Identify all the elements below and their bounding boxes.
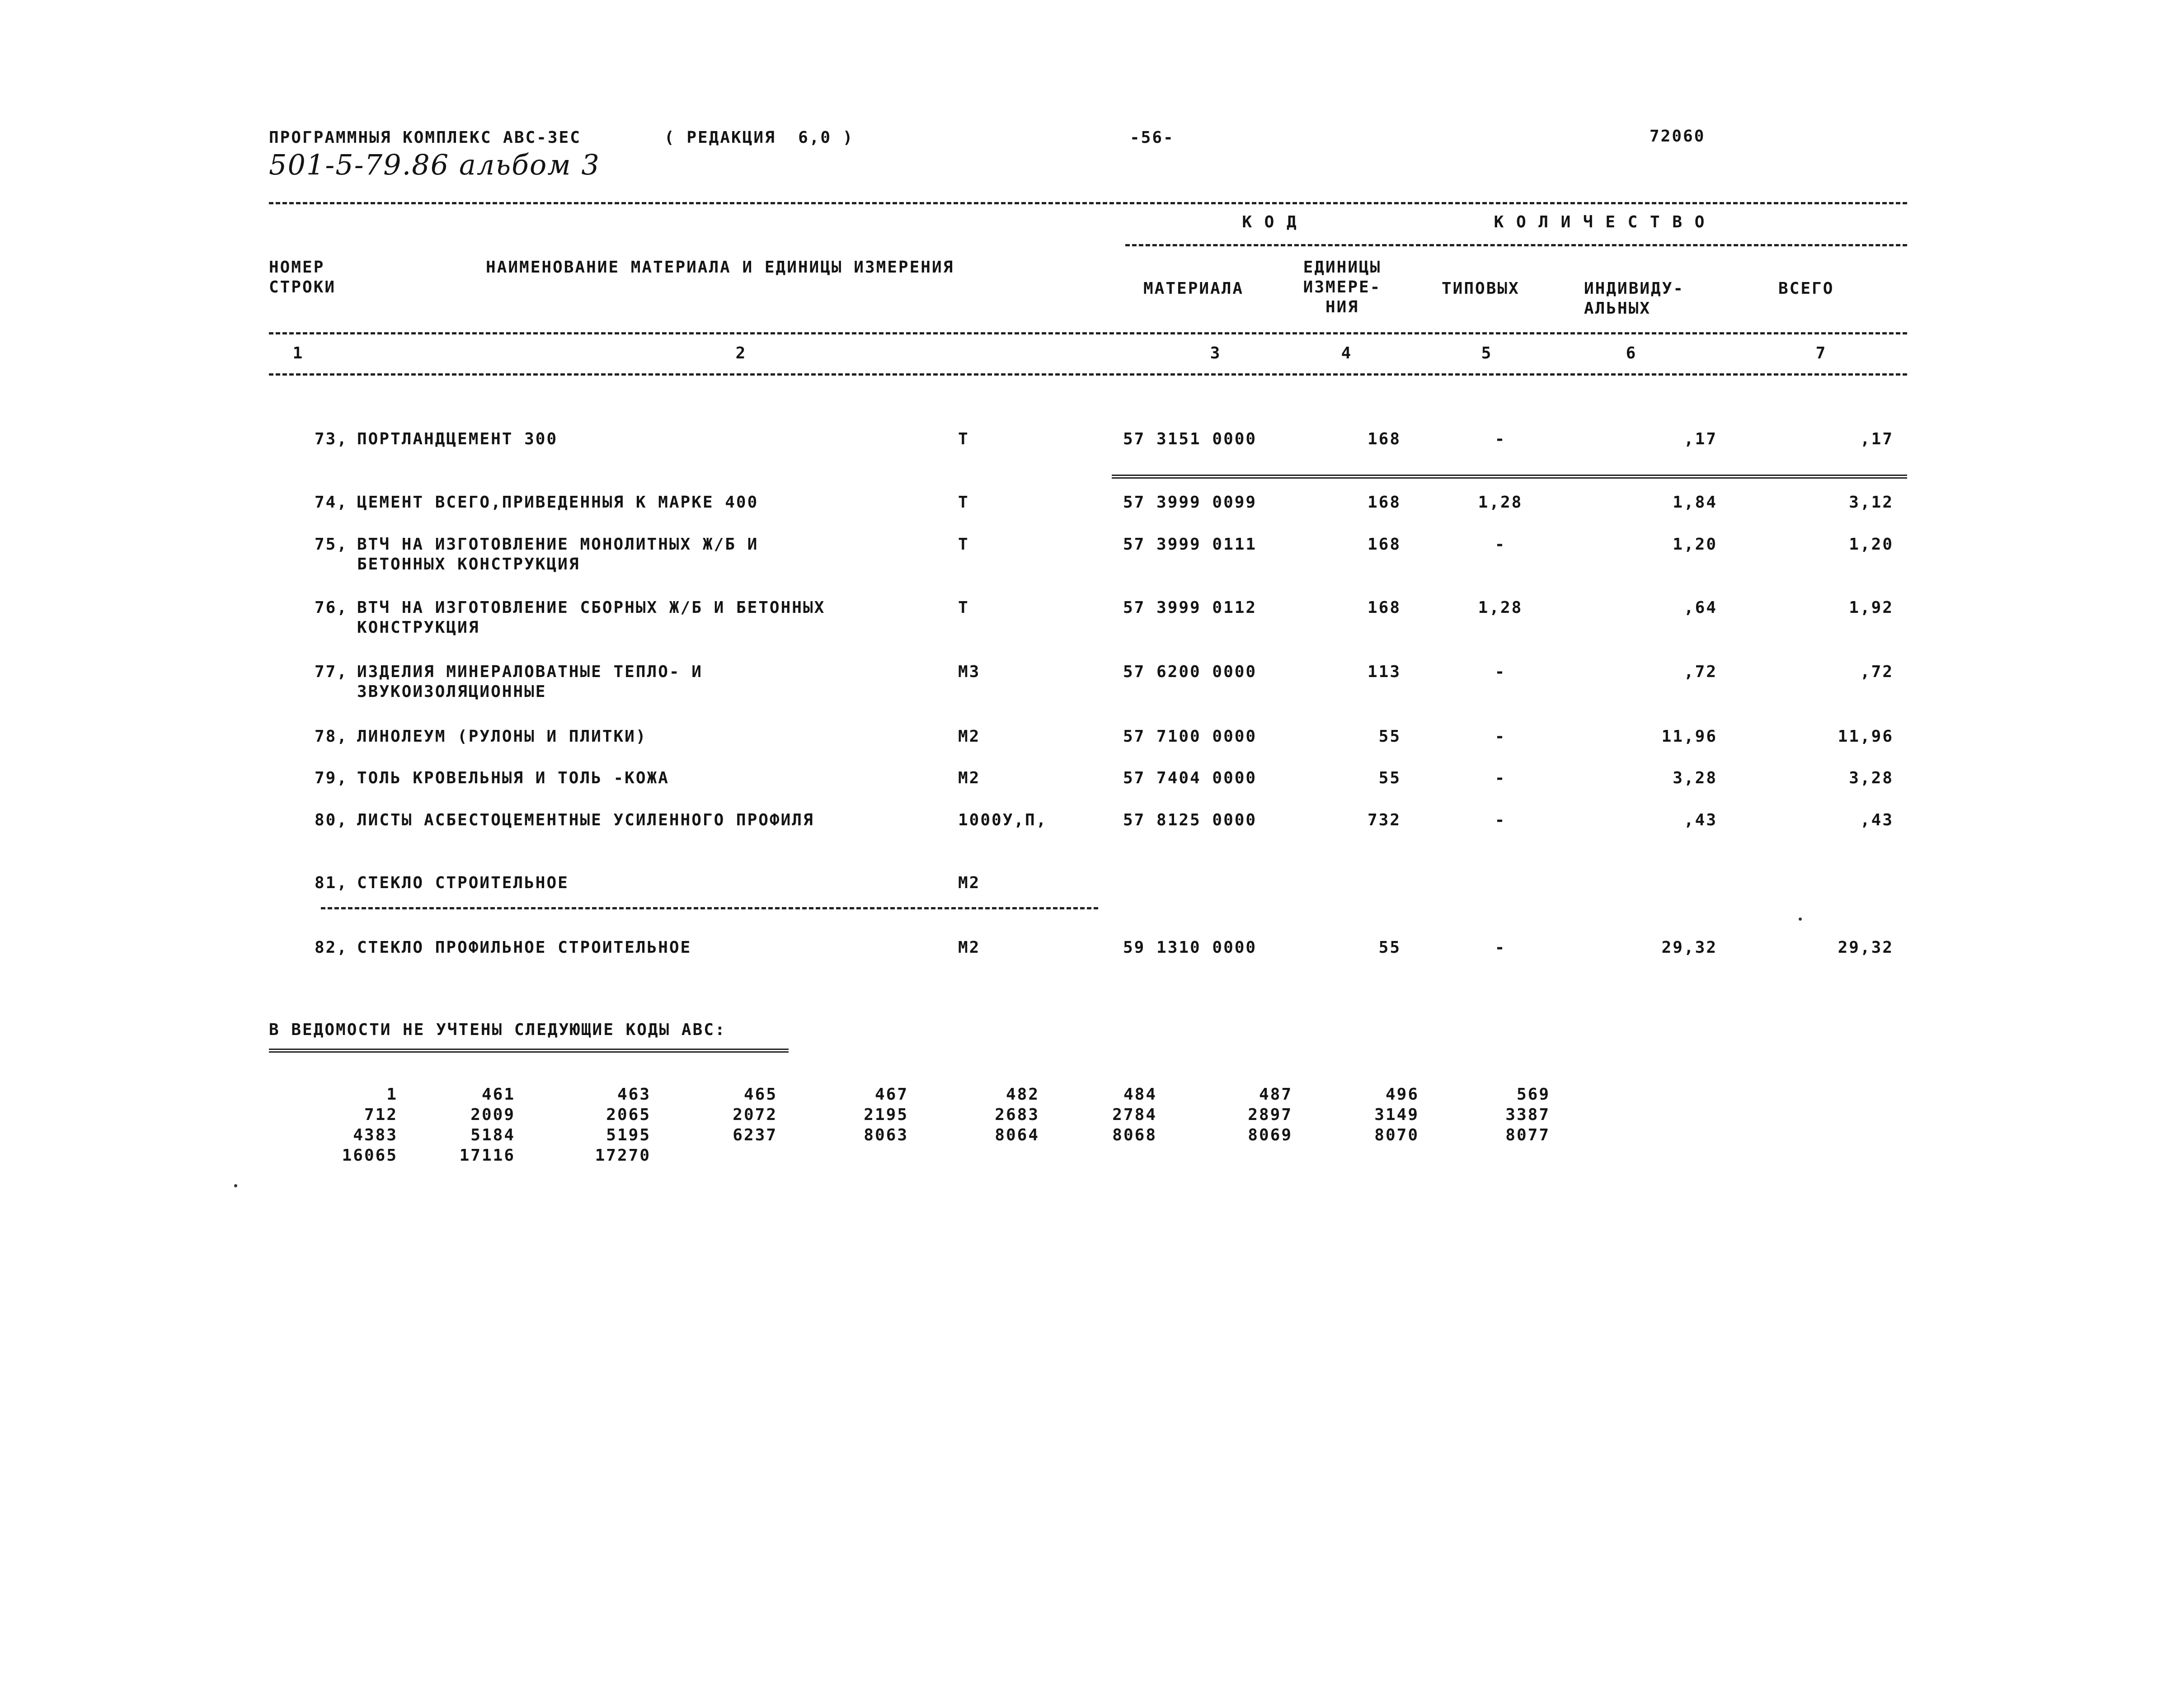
row-material-code: 57 3151 0000 [1123,430,1257,448]
excluded-code: 482 [1006,1085,1039,1104]
excluded-code: 8068 [1112,1126,1157,1144]
excluded-code: 8070 [1374,1126,1419,1144]
page-number: -56- [1130,128,1175,147]
row-81-underline [321,907,1098,909]
col-number-2: 2 [735,344,747,362]
row-material-code: 57 3999 0111 [1123,535,1257,554]
row-total: 11,96 [1838,727,1894,746]
row-number: 73, [314,430,348,448]
row-total: 3,12 [1849,493,1894,512]
row-typical: - [1495,535,1506,554]
row-typical: - [1495,811,1506,829]
double-rule [1112,475,1907,479]
row-unit: М2 [958,769,981,787]
row-unit: Т [958,493,969,512]
excluded-code: 2065 [606,1106,651,1124]
row-unit-code: 55 [1378,769,1401,787]
row-individual: 29,32 [1661,938,1717,957]
row-number: 78, [314,727,348,746]
row-unit: М2 [958,938,981,957]
excluded-code: 16065 [342,1146,398,1165]
excluded-code: 3149 [1374,1106,1419,1124]
excluded-code: 569 [1516,1085,1550,1104]
row-unit-code: 732 [1367,811,1401,829]
row-unit-code: 168 [1367,598,1401,617]
excluded-code: 3387 [1505,1106,1550,1124]
row-name: СТЕКЛО ПРОФИЛЬНОЕ СТРОИТЕЛЬНОЕ [357,938,692,957]
header-subrule [1125,244,1907,246]
row-unit: Т [958,430,969,448]
row-individual: 11,96 [1661,727,1717,746]
row-unit-code: 113 [1367,663,1401,681]
excluded-codes-note: В ВЕДОМОСТИ НЕ УЧТЕНЫ СЛЕДУЮЩИЕ КОДЫ АВС: [269,1021,726,1039]
excluded-code: 467 [874,1085,908,1104]
col-number-1: 1 [292,344,304,362]
excluded-code: 2072 [733,1106,777,1124]
document-code: 72060 [1650,127,1706,146]
excluded-code: 5195 [606,1126,651,1144]
row-typical: - [1495,663,1506,681]
scan-speck [234,1184,237,1187]
program-title: ПРОГРАММНЫЯ КОМПЛЕКС АВС-ЗЕС [269,128,581,147]
row-total: 3,28 [1849,769,1894,787]
table-top-rule [269,202,1907,204]
row-individual: ,43 [1683,811,1717,829]
col-head-material: МАТЕРИАЛА [1143,279,1244,298]
row-unit: М2 [958,727,981,746]
row-typical: - [1495,769,1506,787]
row-unit: Т [958,535,969,554]
row-number: 74, [314,493,348,512]
row-total: ,72 [1860,663,1894,681]
excluded-code: 461 [481,1085,515,1104]
row-name: ВТЧ НА ИЗГОТОВЛЕНИЕ СБОРНЫХ Ж/Б И БЕТОННЫХ КОНСТРУКЦИЯ [357,598,826,637]
excluded-code: 8063 [864,1126,908,1144]
row-unit-code: 168 [1367,493,1401,512]
col-number-3: 3 [1210,344,1222,362]
row-typical: - [1495,938,1506,957]
col-head-individual: ИНДИВИДУ- АЛЬНЫХ [1584,279,1685,318]
row-total: 1,20 [1849,535,1894,554]
row-individual: ,72 [1683,663,1717,681]
row-name: ВТЧ НА ИЗГОТОВЛЕНИЕ МОНОЛИТНЫХ Ж/Б И БЕТОННЫХ КОНСТРУКЦИЯ [357,535,759,574]
col-head-quantity: К О Л И Ч Е С Т В О [1494,213,1706,231]
col-head-unit-code: ЕДИНИЦЫ ИЗМЕРЕ- НИЯ [1303,258,1382,316]
excluded-code: 8077 [1505,1126,1550,1144]
row-number: 75, [314,535,348,554]
row-individual: ,64 [1683,598,1717,617]
row-number: 81, [314,874,348,892]
row-individual: 3,28 [1673,769,1717,787]
row-number: 77, [314,663,348,681]
row-total: 29,32 [1838,938,1894,957]
excluded-code: 8064 [995,1126,1039,1144]
col-head-row-number: НОМЕР СТРОКИ [269,258,336,296]
row-name: ТОЛЬ КРОВЕЛЬНЫЯ И ТОЛЬ -КОЖА [357,769,669,787]
col-number-5: 5 [1481,344,1493,362]
header-bottom-rule [269,332,1907,334]
excluded-code: 465 [743,1085,777,1104]
excluded-code: 712 [364,1106,398,1124]
excluded-code: 6237 [733,1126,777,1144]
row-individual: 1,20 [1673,535,1717,554]
row-name: ЛИНОЛЕУМ (РУЛОНЫ И ПЛИТКИ) [357,727,647,746]
row-individual: 1,84 [1673,493,1717,512]
row-unit: М3 [958,663,981,681]
col-head-typical: ТИПОВЫХ [1442,279,1520,298]
row-name: ЛИСТЫ АСБЕСТОЦЕМЕНТНЫЕ УСИЛЕННОГО ПРОФИЛЯ [357,811,814,829]
row-material-code: 57 7100 0000 [1123,727,1257,746]
excluded-code: 4383 [353,1126,398,1144]
row-typical: 1,28 [1478,598,1523,617]
handwritten-album-note: 501-5-79.86 альбом 3 [269,148,600,181]
excluded-code: 5184 [470,1126,515,1144]
row-unit-code: 55 [1378,727,1401,746]
note-double-rule [269,1049,789,1053]
col-head-name: НАИМЕНОВАНИЕ МАТЕРИАЛА И ЕДИНИЦЫ ИЗМЕРЕНИЯ [486,258,954,277]
row-name: ЦЕМЕНТ ВСЕГО,ПРИВЕДЕННЫЯ К МАРКЕ 400 [357,493,759,512]
excluded-code: 487 [1259,1085,1292,1104]
excluded-code: 17270 [595,1146,651,1165]
row-name: ПОРТЛАНДЦЕМЕНТ 300 [357,430,558,448]
row-typical: - [1495,430,1506,448]
row-material-code: 57 3999 0112 [1123,598,1257,617]
row-total: 1,92 [1849,598,1894,617]
row-individual: ,17 [1683,430,1717,448]
column-numbers-rule [269,373,1907,376]
row-unit: М2 [958,874,981,892]
excluded-code: 484 [1123,1085,1157,1104]
excluded-code: 2009 [470,1106,515,1124]
row-number: 76, [314,598,348,617]
row-material-code: 57 3999 0099 [1123,493,1257,512]
excluded-code: 2897 [1248,1106,1292,1124]
row-typical: 1,28 [1478,493,1523,512]
row-material-code: 57 8125 0000 [1123,811,1257,829]
row-typical: - [1495,727,1506,746]
excluded-code: 8069 [1248,1126,1292,1144]
col-number-7: 7 [1815,344,1827,362]
row-number: 79, [314,769,348,787]
col-head-kod: К О Д [1242,213,1298,231]
excluded-code: 1 [386,1085,398,1104]
row-name: СТЕКЛО СТРОИТЕЛЬНОЕ [357,874,569,892]
row-name: ИЗДЕЛИЯ МИНЕРАЛОВАТНЫЕ ТЕПЛО- И ЗВУКОИЗОЛЯЦИОННЫЕ [357,663,703,701]
row-number: 80, [314,811,348,829]
row-material-code: 57 6200 0000 [1123,663,1257,681]
edition-label: ( РЕДАКЦИЯ 6,0 ) [664,128,854,147]
row-number: 82, [314,938,348,957]
col-head-total: ВСЕГО [1778,279,1834,298]
excluded-code: 496 [1385,1085,1419,1104]
excluded-code: 2195 [864,1106,908,1124]
excluded-code: 17116 [459,1146,515,1165]
row-material-code: 57 7404 0000 [1123,769,1257,787]
row-total: ,17 [1860,430,1894,448]
col-number-4: 4 [1341,344,1353,362]
row-unit: 1000У,П, [958,811,1048,829]
excluded-code: 2683 [995,1106,1039,1124]
row-unit-code: 168 [1367,535,1401,554]
col-number-6: 6 [1626,344,1637,362]
row-unit: Т [958,598,969,617]
row-total: ,43 [1860,811,1894,829]
row-material-code: 59 1310 0000 [1123,938,1257,957]
row-unit-code: 55 [1378,938,1401,957]
excluded-code: 2784 [1112,1106,1157,1124]
row-unit-code: 168 [1367,430,1401,448]
scan-speck [1799,918,1802,921]
excluded-code: 463 [617,1085,651,1104]
